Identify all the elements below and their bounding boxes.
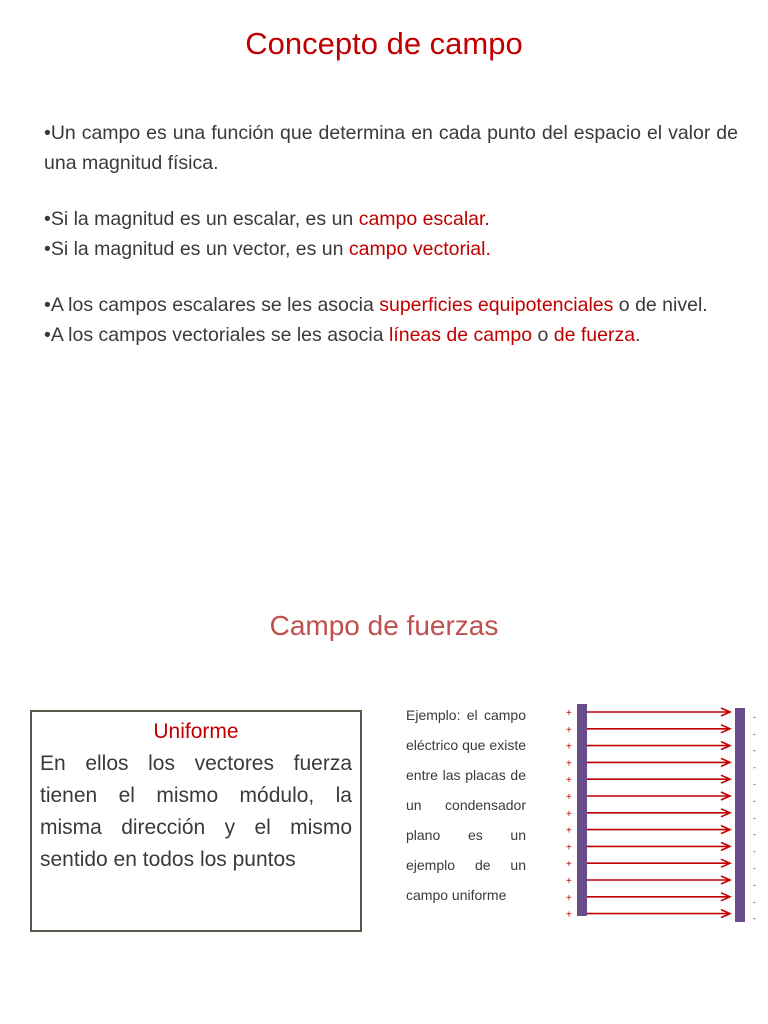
bullet-paragraph [44,290,738,320]
plus-sign: + [566,775,572,787]
plus-sign: + [566,792,572,803]
minus-sign: - [753,880,756,890]
highlighted-term: campo escalar. [358,208,490,230]
minus-sign: - [753,762,756,773]
plus-sign: + [566,859,572,871]
paragraph-text: •A los campos escalares se les asocia [44,294,380,316]
uniform-title: Uniforme [153,720,239,743]
paragraph-gap [44,178,738,204]
slide-title-concepto: Concepto de campo [245,26,523,61]
plus-sign: + [566,876,572,887]
plus-sign: + [566,842,572,854]
positive-plate [577,704,587,916]
minus-sign: - [753,779,756,790]
bullet-paragraph [44,204,738,234]
paragraph-text: o de nivel. [613,294,708,316]
minus-signs [753,712,756,924]
highlighted-term: de fuerza [553,324,636,346]
bullet-paragraph [44,118,738,178]
bullet-paragraph [44,320,738,350]
paragraph-text: •Si la magnitud es un escalar, es un [44,208,359,230]
highlighted-term: líneas de campo [388,324,533,346]
paragraph-gap [44,264,738,290]
paragraph-text: •Un campo es una función que determina en cada punto del espacio el valor de una magnitud física. [44,122,738,174]
minus-sign: - [753,712,756,722]
paragraph-text: . [635,324,641,346]
minus-sign: - [753,913,756,924]
plus-signs [566,708,572,921]
field-lines [587,708,730,918]
minus-sign: - [753,728,756,739]
minus-sign: - [753,812,756,823]
minus-sign: - [753,796,756,806]
plus-sign: + [566,892,572,904]
plus-sign: + [566,825,572,837]
minus-sign: - [753,745,756,756]
bullet-paragraph [44,234,738,264]
plus-sign: + [566,909,572,921]
uniform-definition-box [30,710,362,932]
minus-sign: - [753,896,756,907]
capacitor-diagram [558,700,768,925]
minus-sign: - [753,863,756,874]
plus-sign: + [566,724,572,736]
uniform-text: En ellos los vectores fuerza tienen el mismo módulo, la misma dirección y el mismo sentido en todos los puntos [40,752,352,871]
negative-plate [735,708,745,922]
paragraph-text: •A los campos vectoriales se les asocia [44,324,389,346]
plus-sign: + [566,758,572,770]
slide-title-campo-fuerzas: Campo de fuerzas [269,610,499,641]
plus-sign: + [566,708,572,719]
concept-body [44,118,738,350]
plus-sign: + [566,741,572,753]
paragraph-text: •Si la magnitud es un vector, es un [44,238,349,260]
highlighted-term: campo vectorial. [348,238,491,260]
paragraph-text: o [532,324,554,346]
highlighted-term: superficies equipotenciales [379,294,614,316]
minus-sign: - [753,829,756,840]
plus-sign: + [566,808,572,820]
minus-sign: - [753,846,756,857]
example-text: Ejemplo: el campo eléctrico que existe entre las placas de un condensador plano es un ejemplo de un campo uniforme [406,707,526,903]
